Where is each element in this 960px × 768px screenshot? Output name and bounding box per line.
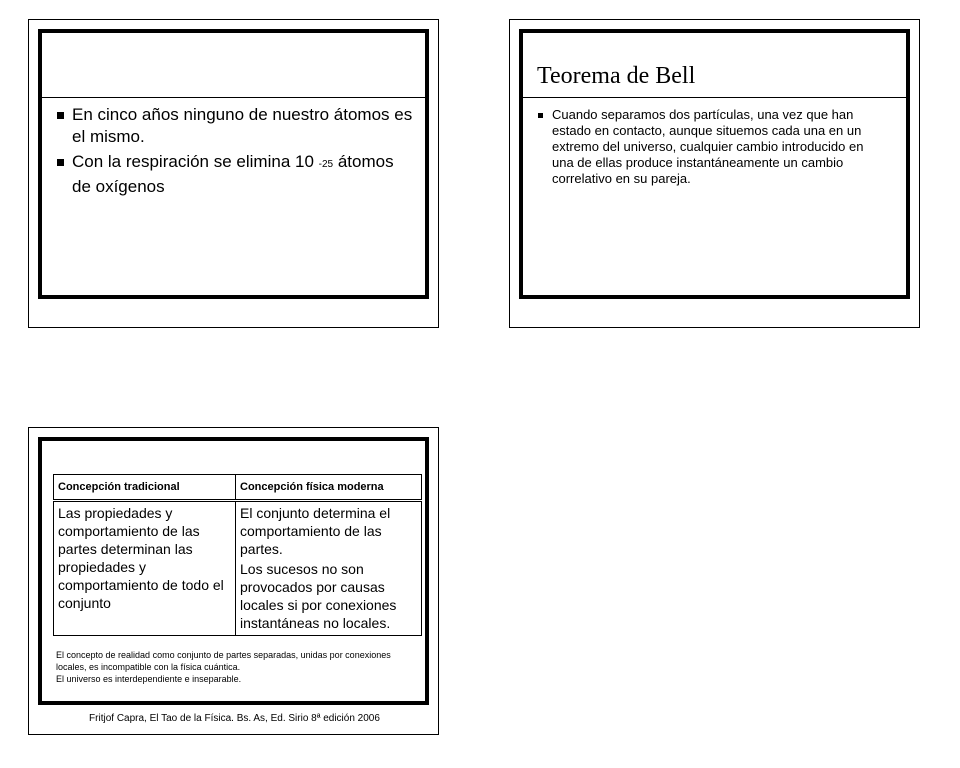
cell-paragraph: El conjunto determina el comportamiento de las partes. <box>240 505 391 557</box>
note-line: El concepto de realidad como conjunto de partes separadas, unidas por conexiones locales, es incompatible con la física cuántica. <box>56 650 391 672</box>
table-row <box>54 501 422 636</box>
source-citation: Fritjof Capra, El Tao de la Física. Bs. As, Ed. Sirio 8ª edición 2006 <box>89 713 380 724</box>
slide-note <box>56 649 406 685</box>
bullet-text: Con la respiración se elimina 10 <box>72 152 314 171</box>
header-traditional: Concepción tradicional <box>54 475 236 501</box>
cell-modern-physics <box>236 501 422 636</box>
table-header-row <box>54 475 422 501</box>
title-divider <box>42 97 426 98</box>
slide-bell-theorem <box>509 19 920 328</box>
bullet-text-continued: átomos de oxígenos <box>72 152 394 196</box>
bullet-item <box>537 107 887 187</box>
header-modern-physics: Concepción física moderna <box>236 475 422 501</box>
slide-conceptions-table <box>28 427 439 735</box>
bullet-item <box>55 151 415 198</box>
square-bullet-icon <box>57 159 64 166</box>
cell-traditional: Las propiedades y comportamiento de las partes determinan las propiedades y comportamiento de todo el conjunto <box>54 501 236 636</box>
exponent-text: -25 <box>318 159 334 170</box>
cell-paragraph: Los sucesos no son provocados por causas locales si por conexiones instantáneas no locales. <box>240 561 397 631</box>
bullet-item <box>55 104 415 148</box>
square-bullet-icon <box>538 113 543 118</box>
title-divider <box>523 97 907 98</box>
bullet-text: Cuando separamos dos partículas, una vez que han estado en contacto, aunque situemos cada una en un extremo del universo, cualquier cambio introducido en una de ellas produce instantáneamente un cambio correlativo en su pareja. <box>552 107 864 186</box>
slide-atoms <box>28 19 439 328</box>
bullet-text: En cinco años ninguno de nuestro átomos es el mismo. <box>72 105 413 146</box>
comparison-table <box>53 474 422 636</box>
note-line: El universo es interdependiente e inseparable. <box>56 674 242 684</box>
square-bullet-icon <box>57 112 64 119</box>
bullet-list <box>537 107 887 187</box>
bullet-list <box>55 104 415 201</box>
slide-title: Teorema de Bell <box>537 63 696 89</box>
